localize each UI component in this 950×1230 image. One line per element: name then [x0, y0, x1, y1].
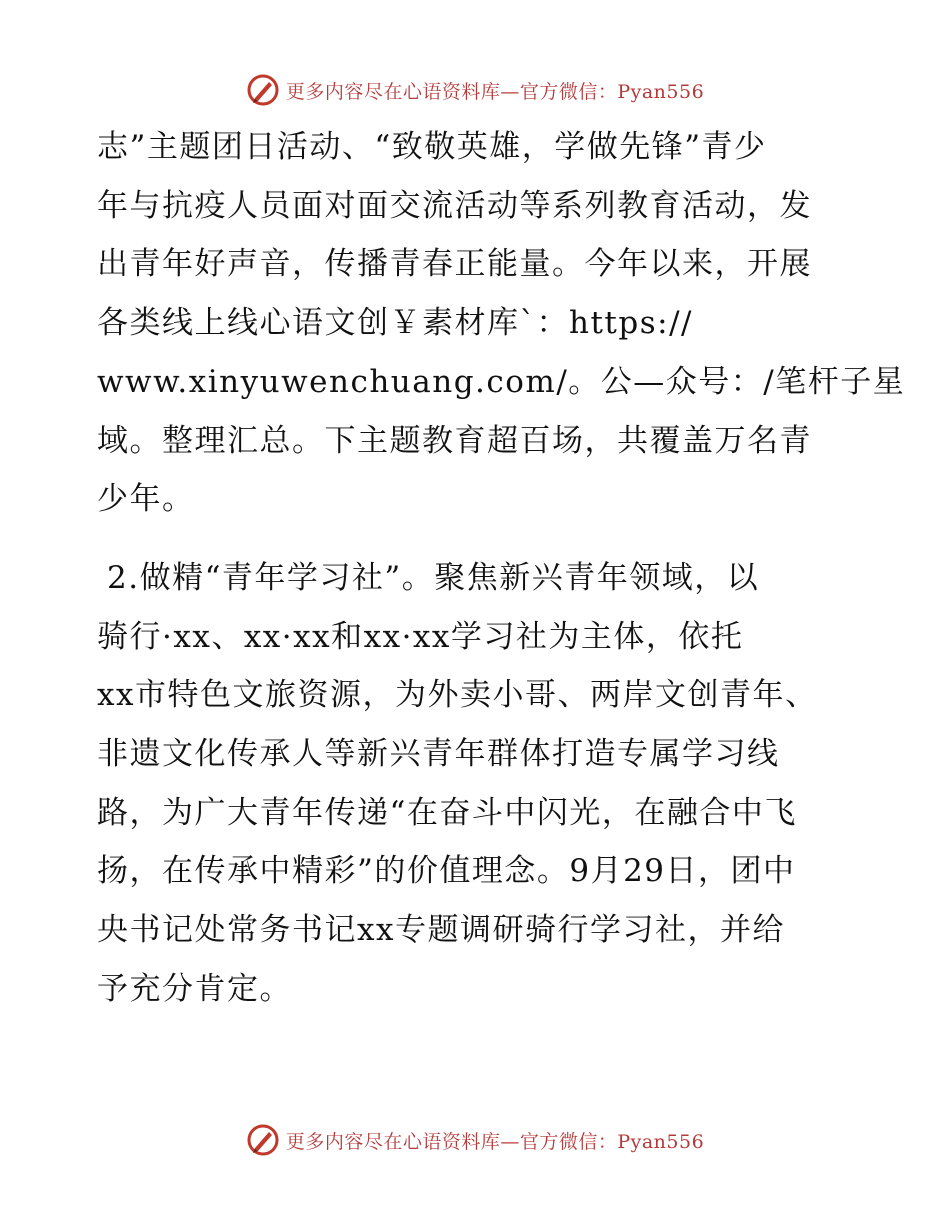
pen-logo-icon — [246, 73, 280, 107]
text-line: www.xinyuwenchuang.com/。公—众号：/笔杆子星 — [97, 363, 906, 400]
footer-watermark-text: 更多内容尽在心语资料库—官方微信：Pyan556 — [285, 1130, 705, 1153]
paragraph-1 — [97, 118, 906, 529]
footer-watermark — [0, 1120, 950, 1160]
text-line: 非遗文化传承人等新兴青年群体打造专属学习线 — [97, 736, 780, 773]
text-line: 扬，在传承中精彩”的价值理念。9月29日，团中 — [97, 853, 796, 890]
text-line: 年与抗疫人员面对面交流活动等系列教育活动，发 — [97, 187, 812, 224]
header-watermark-text: 更多内容尽在心语资料库—官方微信：Pyan556 — [285, 80, 705, 103]
text-line: 志”主题团日活动、“致敬英雄，学做先锋”青少 — [97, 129, 767, 165]
text-line: 少年。 — [97, 481, 195, 518]
paragraph-2 — [97, 549, 857, 1019]
header-watermark — [0, 70, 950, 110]
text-line: 骑行·xx、xx·xx和xx·xx学习社为主体，依托 — [97, 618, 744, 655]
text-line: 央书记处常务书记xx专题调研骑行学习社，并给 — [97, 912, 785, 949]
text-line: 予充分肯定。 — [97, 970, 292, 1007]
text-line: 各类线上线心语文创￥素材库`：https:// — [97, 305, 693, 342]
document-body — [97, 118, 906, 1019]
text-line: 路，为广大青年传递“在奋斗中闪光，在融合中飞 — [97, 794, 797, 831]
text-line: 2.做精“青年学习社”。聚焦新兴青年领域，以 — [107, 559, 760, 596]
text-line: xx市特色文旅资源，为外卖小哥、两岸文创青年、 — [97, 677, 818, 714]
pen-logo-icon — [246, 1123, 280, 1157]
text-line: 域。整理汇总。下主题教育超百场，共覆盖万名青 — [97, 422, 812, 459]
text-line: 出青年好声音，传播青春正能量。今年以来，开展 — [97, 246, 812, 283]
